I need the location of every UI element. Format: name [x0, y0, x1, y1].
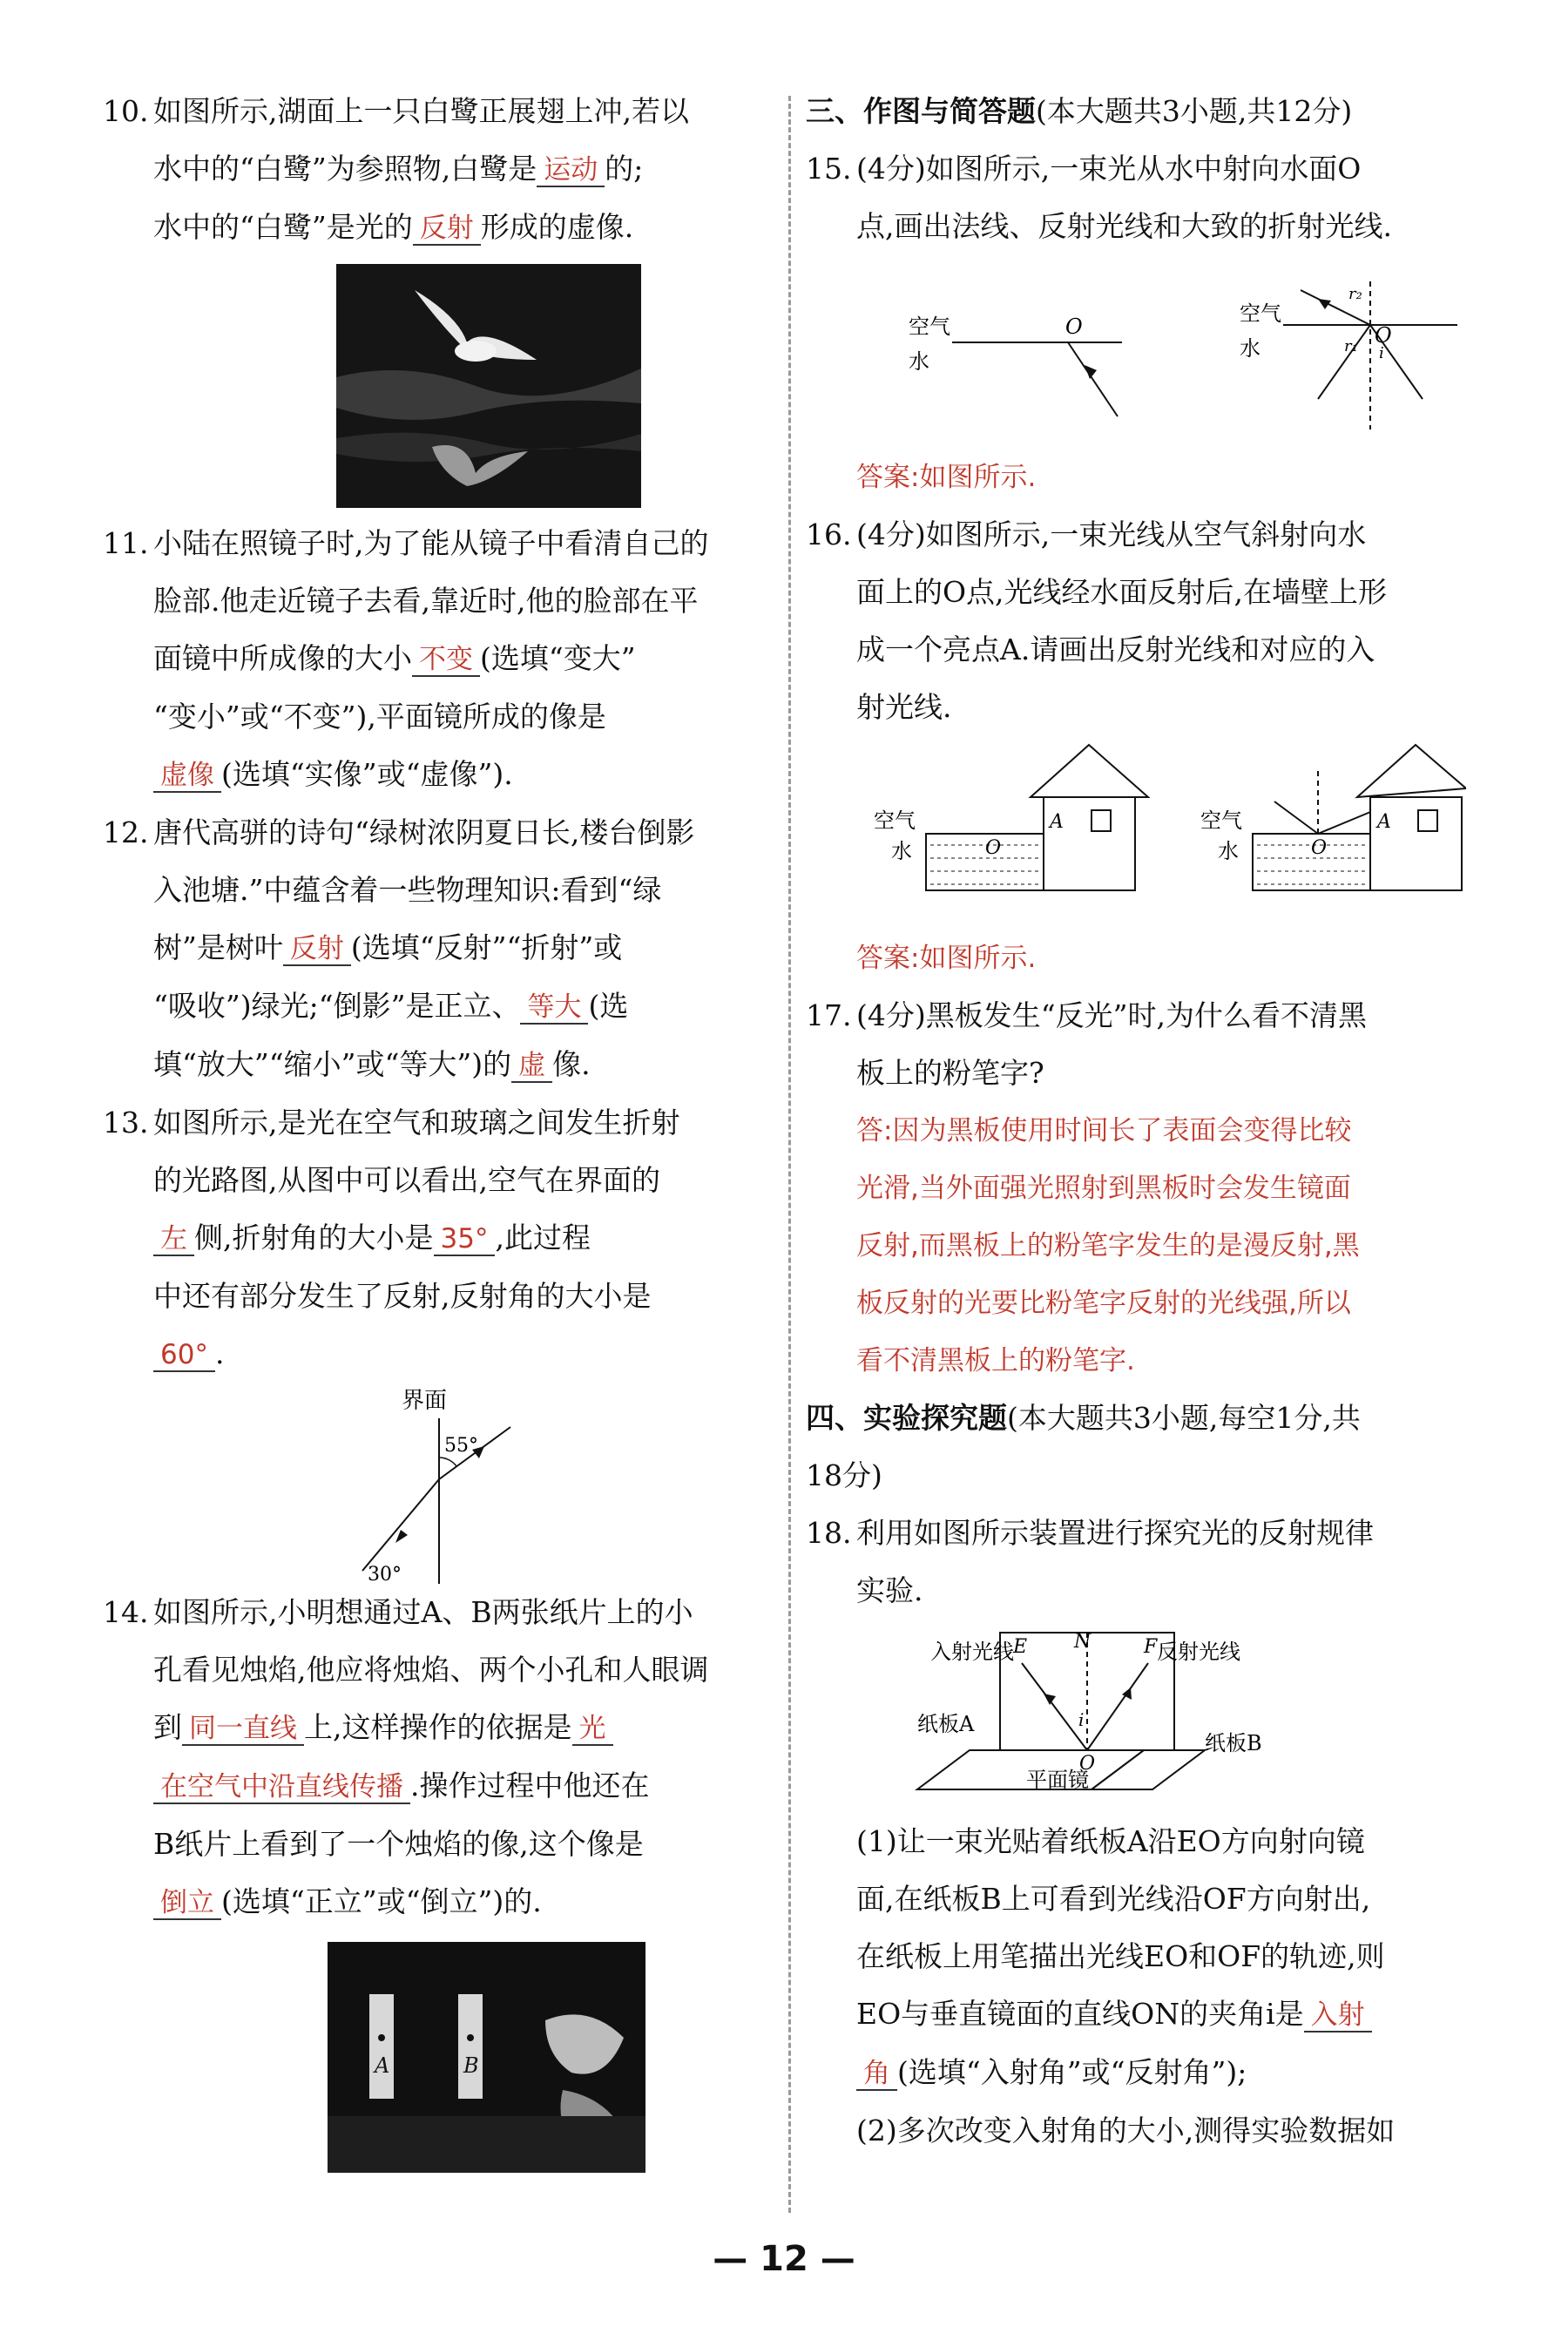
question-text: 的光路图,从图中可以看出,空气在界面的 [153, 1163, 660, 1197]
question-text: “吸收”)绿光;“倒影”是正立、 [153, 989, 521, 1023]
question-text: . [214, 1336, 225, 1370]
question-14 [103, 1584, 769, 2173]
answer-text: 看不清黑板上的粉笔字. [856, 1345, 1135, 1376]
answer-text: 答案:如图所示. [856, 462, 1037, 493]
answer-blank: 反射 [413, 213, 481, 246]
svg-text:A: A [1377, 811, 1391, 833]
question-text: 填“放大”“缩小”或“等大”)的 [153, 1047, 512, 1081]
svg-text:纸板A: 纸板A [917, 1712, 975, 1736]
interface-label: 界面 [402, 1388, 448, 1414]
question-text: 在纸板上用笔描出光线EO和OF的轨迹,则 [856, 1939, 1385, 1973]
right-column [806, 83, 1468, 2160]
svg-text:水: 水 [909, 349, 929, 374]
question-text: EO与垂直镜面的直线ON的夹角i是 [856, 1997, 1304, 2031]
left-column [103, 83, 769, 2173]
question-text: (1)让一束光贴着纸板A沿EO方向射向镜 [856, 1824, 1365, 1858]
svg-text:空气: 空气 [1200, 808, 1242, 833]
svg-text:平面镜: 平面镜 [1026, 1768, 1089, 1792]
svg-text:i: i [1078, 1709, 1085, 1730]
answer-blank: 运动 [537, 154, 605, 187]
svg-text:水: 水 [1218, 839, 1239, 863]
question-text: (4分)如图所示,一束光线从空气斜射向水 [856, 517, 1367, 551]
question-number: 17. [806, 998, 852, 1032]
question-11 [103, 515, 769, 804]
svg-text:反射光线: 反射光线 [1157, 1640, 1240, 1664]
answer-blank: 等大 [520, 991, 588, 1025]
svg-text:r₂: r₂ [1348, 285, 1362, 303]
question-text: 到 [153, 1710, 182, 1744]
question-text: (选填“变大” [480, 641, 636, 675]
svg-text:O: O [1079, 1753, 1096, 1775]
answer-text: 答案:如图所示. [856, 943, 1037, 974]
column-divider [788, 96, 791, 2213]
question-text: (2)多次改变入射角的大小,测得实验数据如 [856, 2114, 1396, 2147]
answer-blank: 光 [572, 1713, 613, 1746]
question-text: 水中的“白鹭”为参照物,白鹭是 [153, 152, 537, 186]
svg-text:O: O [1311, 837, 1328, 859]
answer-blank: 左 [153, 1223, 194, 1256]
svg-text:i: i [1379, 344, 1384, 362]
question-text: 形成的虚像. [480, 210, 634, 244]
question-text: (4分)黑板发生“反光”时,为什么看不清黑 [856, 998, 1367, 1032]
answer-blank: 入射 [1304, 1999, 1372, 2032]
answer-text: 反射,而黑板上的粉笔字发生的是漫反射,黑 [856, 1230, 1360, 1261]
question-number: 11. [103, 526, 149, 560]
answer-blank: 虚 [511, 1050, 552, 1083]
svg-text:E: E [1013, 1636, 1028, 1658]
question-text: (选填“实像”或“虚像”). [221, 757, 513, 791]
question-text: 的; [605, 152, 644, 186]
question-text: “变小”或“不变”),平面镜所成的像是 [153, 700, 606, 734]
question-text: 上,这样操作的依据是 [304, 1710, 572, 1744]
question-text: 入池塘.”中蕴含着一些物理知识:看到“绿 [153, 873, 662, 907]
section-4-heading-cont: 18分) [806, 1458, 882, 1492]
card-b-label: B [463, 2053, 479, 2078]
angle-55: 55° [444, 1435, 478, 1457]
question-text: 如图所示,是光在空气和玻璃之间发生折射 [153, 1106, 680, 1140]
svg-text:N: N [1074, 1631, 1092, 1653]
answer-blank: 60° [153, 1339, 215, 1372]
question-text: (选填“正立”或“倒立”)的. [221, 1884, 542, 1918]
question-text: 面上的O点,光线经水面反射后,在墙壁上形 [856, 575, 1388, 609]
question-text: 利用如图所示装置进行探究光的反射规律 [856, 1516, 1374, 1550]
section-4-heading: 四、实验探究题(本大题共3小题,每空1分,共 [806, 1401, 1361, 1435]
question-text: 中还有部分发生了反射,反射角的大小是 [153, 1279, 652, 1313]
question-text: 孔看见烛焰,他应将烛焰、两个小孔和人眼调 [153, 1653, 709, 1687]
question-text: (选填“入射角”或“反射角”); [897, 2055, 1247, 2089]
answer-text: 板反射的光要比粉笔字反射的光线强,所以 [856, 1288, 1351, 1319]
svg-text:A: A [1050, 811, 1064, 833]
svg-text:纸板B: 纸板B [1205, 1731, 1262, 1755]
card-a-label: A [375, 2053, 390, 2078]
answer-blank: 反射 [283, 933, 351, 966]
question-text: (选填“反射”“折射”或 [350, 930, 623, 964]
svg-text:空气: 空气 [874, 808, 916, 833]
question-number: 13. [103, 1106, 149, 1140]
question-text: 小陆在照镜子时,为了能从镜子中看清自己的 [153, 526, 709, 560]
question-text: 板上的粉笔字? [856, 1056, 1044, 1090]
reflection-apparatus-diagram [856, 1620, 1466, 1794]
svg-text:空气: 空气 [1240, 301, 1281, 326]
question-number: 15. [806, 152, 852, 186]
question-number: 10. [103, 94, 149, 128]
question-text: 树”是树叶 [153, 930, 283, 964]
answer-blank: 不变 [412, 644, 480, 677]
page-number: — 12 — [713, 2239, 855, 2279]
water-surface-diagrams [856, 255, 1466, 429]
candle-pinhole-photo [328, 1942, 645, 2173]
answer-blank: 倒立 [153, 1887, 221, 1920]
section-3-heading: 三、作图与简答题(本大题共3小题,共12分) [806, 94, 1353, 128]
question-number: 16. [806, 517, 852, 551]
question-text: 实验. [856, 1573, 923, 1607]
answer-blank: 虚像 [153, 760, 221, 793]
question-text: 如图所示,湖面上一只白鹭正展翅上冲,若以 [153, 94, 689, 128]
refraction-diagram [345, 1383, 537, 1584]
question-text: 侧,折射角的大小是 [194, 1221, 434, 1255]
question-text: 面镜中所成像的大小 [153, 641, 412, 675]
angle-30: 30° [368, 1564, 402, 1584]
question-text: 面,在纸板B上可看到光线沿OF方向射出, [856, 1882, 1371, 1916]
svg-text:F: F [1144, 1636, 1158, 1658]
answer-blank: 35° [434, 1223, 496, 1256]
answer-text: 答:因为黑板使用时间长了表面会变得比较 [856, 1115, 1352, 1146]
question-text: ,此过程 [495, 1221, 591, 1255]
question-number: 12. [103, 815, 149, 849]
question-text: 水中的“白鹭”是光的 [153, 210, 413, 244]
question-text: 脸部.他走近镜子去看,靠近时,他的脸部在平 [153, 584, 699, 618]
svg-text:空气: 空气 [909, 315, 950, 339]
svg-text:O: O [1065, 315, 1083, 339]
question-13 [103, 1094, 769, 1584]
svg-text:r₁: r₁ [1344, 337, 1358, 355]
question-15 [806, 140, 1468, 506]
question-12 [103, 804, 769, 1094]
question-18 [806, 1505, 1468, 2160]
answer-blank: 同一直线 [182, 1713, 304, 1746]
svg-text:O: O [985, 837, 1002, 859]
question-text: 射光线. [856, 690, 952, 724]
question-text: 成一个亮点A.请画出反射光线和对应的入 [856, 632, 1375, 666]
question-17 [806, 987, 1468, 1390]
question-text: .操作过程中他还在 [410, 1769, 650, 1803]
egret-photo [336, 264, 641, 508]
question-text: 像. [552, 1047, 591, 1081]
svg-text:水: 水 [891, 839, 912, 863]
question-text: 唐代高骈的诗句“绿树浓阴夏日长,楼台倒影 [153, 815, 695, 849]
question-number: 14. [103, 1595, 149, 1629]
question-text: B纸片上看到了一个烛焰的像,这个像是 [153, 1827, 644, 1861]
answer-text: 光滑,当外面强光照射到黑板时会发生镜面 [856, 1173, 1351, 1204]
svg-text:入射光线: 入射光线 [930, 1640, 1014, 1664]
question-text: 如图所示,小明想通过A、B两张纸片上的小 [153, 1595, 693, 1629]
question-text: 点,画出法线、反射光线和大致的折射光线. [856, 209, 1392, 243]
question-text: (4分)如图所示,一束光从水中射向水面O [856, 152, 1362, 186]
answer-blank: 角 [856, 2058, 897, 2091]
svg-text:O: O [1375, 323, 1392, 348]
question-number: 18. [806, 1516, 852, 1550]
house-water-diagrams [856, 736, 1466, 910]
svg-text:水: 水 [1240, 336, 1260, 361]
answer-blank: 在空气中沿直线传播 [153, 1771, 410, 1804]
question-10 [103, 83, 769, 508]
question-16 [806, 506, 1468, 987]
question-text: (选 [588, 989, 629, 1023]
